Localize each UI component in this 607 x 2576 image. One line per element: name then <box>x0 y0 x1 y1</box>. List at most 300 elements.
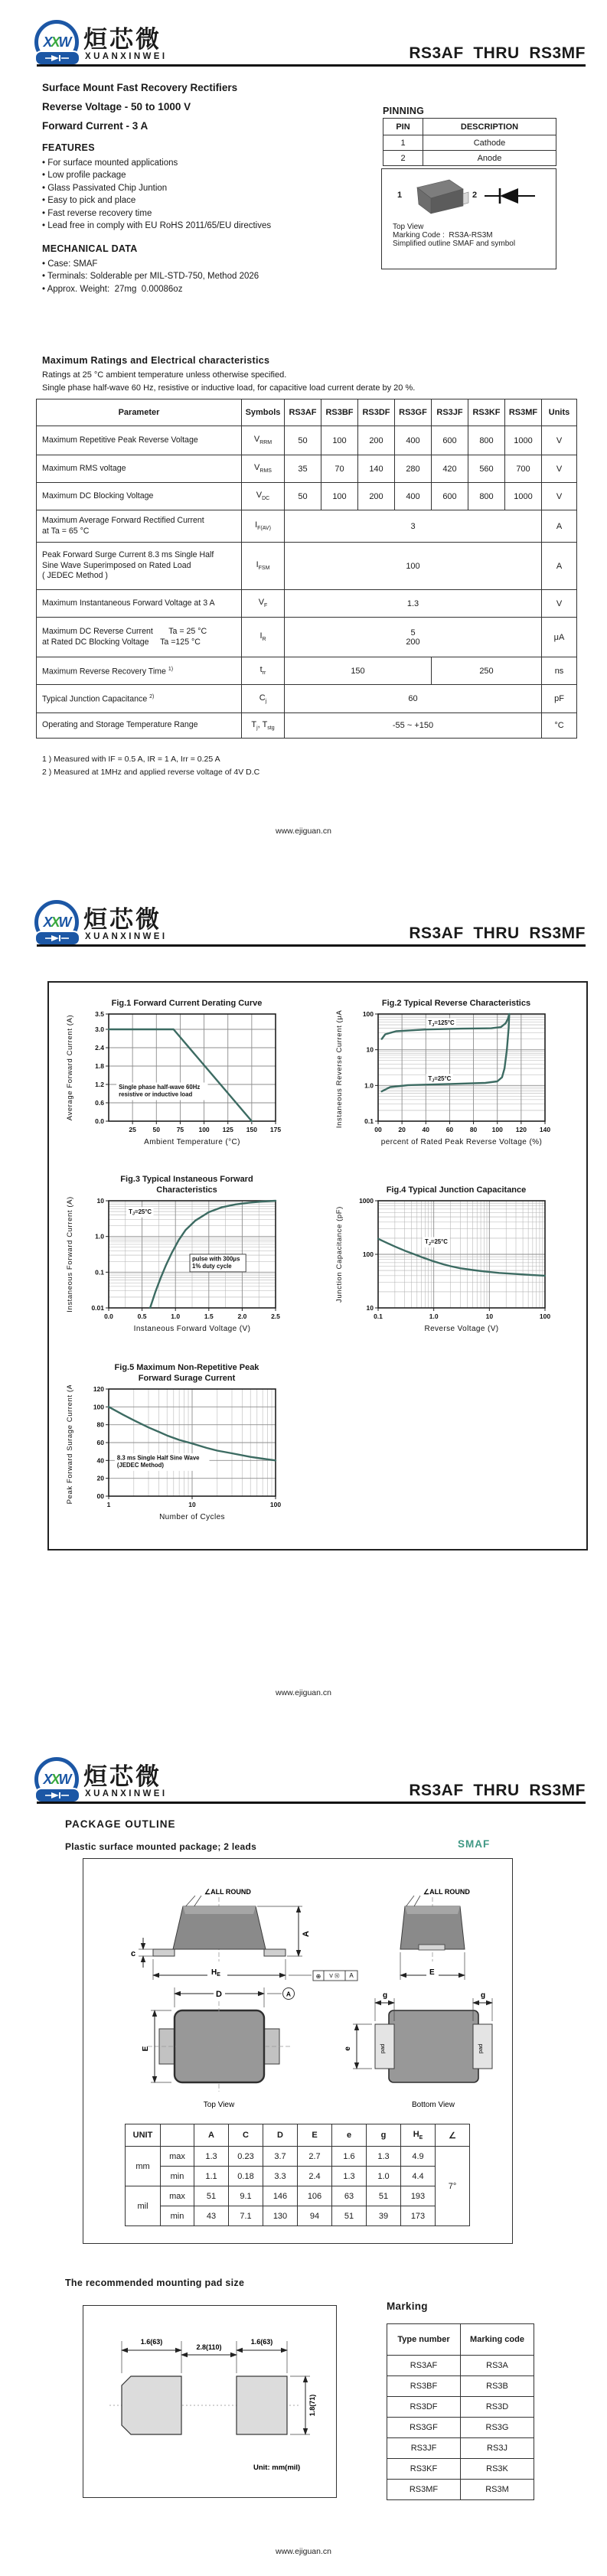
table-row <box>37 618 577 657</box>
svg-text:120: 120 <box>515 1126 527 1133</box>
tr-item <box>37 399 577 426</box>
logo-diode-icon <box>34 1788 80 1803</box>
datum-frame <box>313 1971 357 1981</box>
svg-text:0.1: 0.1 <box>95 1268 104 1277</box>
parameter-line: Maximum Reverse Recovery Time $^{1)}$ <box>42 666 174 677</box>
mounting-pad-box <box>83 2305 337 2498</box>
table-row <box>37 455 577 483</box>
dim-c-label: c <box>131 1949 136 1958</box>
symbol: I <box>259 631 263 641</box>
subtitle-lines <box>42 78 237 135</box>
unit-cell: V <box>542 455 577 483</box>
tbody-item <box>387 2356 534 2500</box>
ratings-table-el <box>36 399 577 739</box>
table-row <box>37 685 577 713</box>
table-cell: RS3K <box>461 2459 534 2480</box>
diode-glyph-icon <box>44 1792 70 1799</box>
tbody-item <box>37 426 577 739</box>
parameter-line: ( JEDEC Method ) <box>42 571 108 581</box>
value-line: -55 ~ +150 <box>392 721 434 730</box>
pinning-table-el <box>383 118 556 166</box>
footer-url: www.ejiguan.cn <box>276 1688 331 1697</box>
ratings-table <box>36 399 577 739</box>
value-cell: 3.7 <box>263 2147 298 2167</box>
table-row <box>387 2459 534 2480</box>
logo-letter: X <box>43 914 51 930</box>
logo-letter: X <box>51 1771 59 1787</box>
list-item: Ratings at 25 °C ambient temperature unless otherwise specified. <box>42 370 287 380</box>
list-item: 2 ) Measured at 1MHz and applied reverse voltage of 4V D.C <box>42 768 260 777</box>
minmax-cell: min <box>161 2206 194 2226</box>
value-cell: 280 <box>395 455 432 483</box>
diode-glyph-icon <box>44 934 70 942</box>
svg-text:0.5: 0.5 <box>137 1312 147 1320</box>
table-cell: RS3KF <box>387 2459 461 2480</box>
tbody-item <box>126 2147 470 2226</box>
symbol-sub: j <box>256 726 258 732</box>
svg-text:TJ=25°C: $T_J=25^\circ C$ <box>425 1238 448 1247</box>
dim-g-label: g <box>481 1991 486 2000</box>
table-row <box>37 510 577 543</box>
parameter-line: at Ta = 65 °C <box>42 526 90 536</box>
unit-cell: μA <box>542 618 577 657</box>
svg-text:10: 10 <box>485 1312 494 1320</box>
table-row <box>37 713 577 739</box>
svg-text:10: 10 <box>366 1304 374 1312</box>
column-header: RS3DF <box>358 399 395 426</box>
svg-text:100: 100 <box>491 1126 503 1133</box>
tr-item <box>126 2124 470 2147</box>
unit-cell: A <box>542 510 577 543</box>
table-cell: RS3D <box>461 2397 534 2418</box>
list-item: • Approx. Weight: 27mg 0.00086oz <box>42 284 183 294</box>
package-outline-drawing <box>83 1859 511 2119</box>
svg-text:Average Forward Current (A): Average Forward Current (A) <box>66 1014 74 1121</box>
table-cell: RS3JF <box>387 2438 461 2459</box>
column-header <box>161 2124 194 2147</box>
value-line: 3 <box>410 521 416 531</box>
value-cell: 0.18 <box>229 2167 263 2186</box>
thead-item <box>37 399 577 426</box>
figure-title-line: Fig.1 Forward Current Derating Curve <box>111 998 263 1008</box>
all-round-label: ∠ALL ROUND <box>204 1888 251 1896</box>
svg-text:1.8: 1.8 <box>95 1062 104 1070</box>
unit-cell: ns <box>542 657 577 685</box>
package-outline-heading: PACKAGE OUTLINE <box>65 1818 176 1830</box>
table-row <box>126 2147 470 2167</box>
svg-text:0.6: 0.6 <box>95 1099 104 1107</box>
value-cell: 63 <box>332 2186 367 2206</box>
brand-name-en: XUANXINWEI <box>85 1789 168 1798</box>
parameter-cell <box>37 657 242 685</box>
symbol-cell <box>242 685 285 713</box>
figure-fig4 <box>329 1172 583 1355</box>
unit-cell: °C <box>542 713 577 739</box>
logo-letter: X <box>43 1771 51 1787</box>
column-header: Type number <box>387 2324 461 2356</box>
package-3d-icon <box>410 175 469 215</box>
table-cell: RS3A <box>461 2356 534 2376</box>
value-cell: 3.3 <box>263 2167 298 2186</box>
logo-letter: W <box>58 34 70 50</box>
pad-dim-left: 1.6(63) <box>140 2338 163 2346</box>
svg-text:pulse with 300μs: pulse with 300μs <box>192 1255 240 1263</box>
value-cell: 100 <box>321 426 358 455</box>
svg-text:2.4: 2.4 <box>95 1044 104 1052</box>
brand-name-cn: 烜芯微 <box>83 26 162 53</box>
parameter-cell <box>37 510 242 543</box>
column-header: e <box>332 2124 367 2147</box>
column-header: D <box>263 2124 298 2147</box>
value-cell: 420 <box>432 455 468 483</box>
dim-g-label: g <box>383 1991 388 2000</box>
tbody-item <box>383 135 556 166</box>
svg-text:00: 00 <box>374 1126 382 1133</box>
unit-cell: pF <box>542 685 577 713</box>
symbol-cell <box>242 657 285 685</box>
svg-text:40: 40 <box>422 1126 430 1133</box>
table-cell: RS3AF <box>387 2356 461 2376</box>
symbol-sub: RMS <box>259 468 272 474</box>
features-heading: FEATURES <box>42 142 95 153</box>
minmax-cell: max <box>161 2147 194 2167</box>
symbol: V <box>256 491 263 501</box>
logo-letter: X <box>51 914 59 930</box>
value-cell <box>285 685 542 713</box>
list-item: Forward Current - 3 A <box>42 120 148 132</box>
svg-text:3.0: 3.0 <box>95 1026 104 1033</box>
table-row <box>37 543 577 590</box>
table-cell: RS3BF <box>387 2376 461 2397</box>
unit-cell: V <box>542 426 577 455</box>
column-header: Parameter <box>37 399 242 426</box>
column-header: A <box>194 2124 229 2147</box>
dimensions-table <box>125 2124 470 2226</box>
value-line: 200 <box>406 637 420 647</box>
value-cell <box>285 618 542 657</box>
value-cell: 94 <box>298 2206 332 2226</box>
list-item: Top View <box>393 223 424 231</box>
table-row <box>37 426 577 455</box>
parameter-line: Typical Junction Capacitance $^{2)}$ <box>42 694 155 705</box>
bottom-view-caption: Bottom View <box>412 2101 455 2109</box>
symbol: I <box>256 560 259 570</box>
figure-fig5 <box>60 1361 314 1544</box>
column-header: UNIT <box>126 2124 161 2147</box>
svg-text:resistive or inductive load: resistive or inductive load <box>119 1091 193 1098</box>
package-note-lines <box>393 223 515 248</box>
pad-unit-note: Unit: mm(mil) <box>253 2464 301 2472</box>
svg-text:1.5: 1.5 <box>204 1312 214 1320</box>
parameter-line: Operating and Storage Temperature Range <box>42 720 198 730</box>
pad-label: pad <box>477 2043 484 2054</box>
table-cell: RS3B <box>461 2376 534 2397</box>
chart-fig5 <box>60 1385 314 1540</box>
value-cell: 130 <box>263 2206 298 2226</box>
marking-heading: Marking <box>387 2300 428 2312</box>
svg-text:Junction Capacitance (pF): Junction Capacitance (pF) <box>335 1206 344 1303</box>
symbol-cell <box>242 590 285 618</box>
svg-text:1.2: 1.2 <box>95 1081 104 1088</box>
svg-text:100: 100 <box>198 1126 210 1133</box>
symbol: V <box>254 463 260 473</box>
page-1 <box>0 0 607 880</box>
dim-he-label: $H_E$ <box>211 1968 220 1978</box>
ratings-heading: Maximum Ratings and Electrical characteristics <box>42 355 270 366</box>
thead-item <box>383 119 556 135</box>
column-header: Marking code <box>461 2324 534 2356</box>
table-row <box>126 2186 470 2206</box>
figure-title-line: Characteristics <box>156 1185 217 1195</box>
parameter-line: Maximum Repetitive Peak Reverse Voltage <box>42 435 198 445</box>
value-cell: 140 <box>358 455 395 483</box>
chart-fig4 <box>329 1197 583 1352</box>
symbol-sub: rr <box>262 670 266 677</box>
value-cell <box>285 543 542 590</box>
svg-text:Instaneous Reverse Current (μA: Instaneous Reverse Current (μA) <box>335 1010 344 1129</box>
symbol-cell <box>242 713 285 739</box>
svg-text:0.1: 0.1 <box>364 1117 374 1125</box>
value-cell: 200 <box>358 426 395 455</box>
datum-a-label: A <box>286 1990 292 1998</box>
page-3 <box>0 1737 607 2576</box>
pin1-label: 1 <box>397 191 403 200</box>
symbol: , T <box>257 719 268 729</box>
frame-sym1: ⊕ <box>315 1973 321 1980</box>
column-header: RS3AF <box>285 399 321 426</box>
pad-dim-mid: 2.8(110) <box>196 2343 222 2351</box>
symbol-sub: F <box>264 603 268 609</box>
value-cell <box>285 590 542 618</box>
column-header: E <box>298 2124 332 2147</box>
value-cell: 1000 <box>505 426 542 455</box>
symbol-cell <box>242 455 285 483</box>
svg-text:Ambient Temperature (°C): Ambient Temperature (°C) <box>144 1138 240 1146</box>
column-header: RS3KF <box>468 399 505 426</box>
svg-text:50: 50 <box>152 1126 161 1133</box>
table-cell: RS3MF <box>387 2480 461 2500</box>
svg-text:Single phase half-wave 60Hz: Single phase half-wave 60Hz <box>119 1084 201 1091</box>
column-header: Units <box>542 399 577 426</box>
value-cell: 560 <box>468 455 505 483</box>
symbol: V <box>258 598 265 608</box>
svg-text:2.5: 2.5 <box>271 1312 280 1320</box>
svg-text:100: 100 <box>269 1501 282 1508</box>
frame-sym3: A <box>349 1972 354 1979</box>
list-item: 1 ) Measured with IF = 0.5 A, IR = 1 A, Irr = 0.25 A <box>42 755 220 764</box>
list-item: Single phase half-wave 60 Hz, resistive or inductive load, for capacitive load current derate by 20 %. <box>42 383 416 393</box>
svg-text:3.5: 3.5 <box>95 1010 104 1018</box>
svg-text:20: 20 <box>96 1474 104 1482</box>
svg-text:10: 10 <box>366 1045 374 1054</box>
marking-table-el <box>387 2323 534 2500</box>
table-row <box>37 483 577 510</box>
value-cell: 106 <box>298 2186 332 2206</box>
svg-text:175: 175 <box>269 1126 282 1133</box>
tr-item <box>383 119 556 135</box>
symbol: I <box>255 520 258 530</box>
value-cell: 43 <box>194 2206 229 2226</box>
unit-cell: A <box>542 543 577 590</box>
brand-logo <box>34 1756 210 1806</box>
column-header: RS3BF <box>321 399 358 426</box>
list-item: • Low profile package <box>42 171 126 181</box>
mechanical-list <box>42 258 259 295</box>
page-header <box>0 1737 607 1811</box>
logo-diode-icon <box>34 51 80 66</box>
value-cell: 1.1 <box>194 2167 229 2186</box>
unit-cell: mil <box>126 2186 161 2226</box>
logo-letter: X <box>43 34 51 50</box>
symbol-cell <box>242 510 285 543</box>
doc-title: RS3AF THRU RS3MF <box>409 924 586 942</box>
symbol-sub: j <box>265 699 267 705</box>
footnote-ref: 2) <box>149 694 155 700</box>
top-view-caption: Top View <box>203 2101 235 2109</box>
figure-title <box>60 986 314 1009</box>
value-cell: 800 <box>468 483 505 510</box>
svg-text:10: 10 <box>96 1197 104 1205</box>
table-cell: 2 <box>383 151 423 166</box>
table-row <box>383 151 556 166</box>
list-item: Marking Code : RS3A-RS3M <box>393 231 493 240</box>
value-cell: 0.23 <box>229 2147 263 2167</box>
svg-text:TJ=125°C: $T_J=125^\circ C$ <box>428 1019 455 1028</box>
logo-diode-icon <box>34 931 80 946</box>
table-row <box>126 2206 470 2226</box>
value-line: 1.3 <box>406 598 419 608</box>
dim-e-label: E <box>142 2046 150 2052</box>
list-item: Simplified outline SMAF and symbol <box>393 240 516 248</box>
svg-text:Instaneous Forward Voltage (V): Instaneous Forward Voltage (V) <box>133 1325 251 1333</box>
value-cell: 146 <box>263 2186 298 2206</box>
value-cell: 1000 <box>505 483 542 510</box>
table-row <box>387 2376 534 2397</box>
ratings-conditions <box>42 369 415 395</box>
svg-text:75: 75 <box>176 1126 184 1133</box>
table-row <box>37 657 577 685</box>
brand-name-cn: 烜芯微 <box>83 1763 162 1790</box>
list-item: • Easy to pick and place <box>42 196 136 206</box>
svg-text:125: 125 <box>222 1126 233 1133</box>
doc-title: RS3AF THRU RS3MF <box>409 1782 586 1799</box>
logo-letter: W <box>58 1771 70 1787</box>
symbol-sub: DC <box>262 496 270 502</box>
dim-e-label: E <box>429 1968 435 1977</box>
logo-letter: X <box>51 34 59 50</box>
svg-text:60: 60 <box>445 1126 454 1133</box>
value-cell: 1.3 <box>367 2147 401 2167</box>
value-cell: 173 <box>401 2206 436 2226</box>
dim-d-label: D <box>216 1990 222 1999</box>
package-name-label: SMAF <box>458 1838 491 1850</box>
symbol-sub: F(AV) <box>257 526 271 532</box>
svg-text:150: 150 <box>246 1126 257 1133</box>
symbol: T <box>251 719 257 729</box>
dim-a-label: A <box>302 1931 311 1937</box>
value-cell: 2.7 <box>298 2147 332 2167</box>
svg-text:Number of Cycles: Number of Cycles <box>159 1513 225 1521</box>
value-cell: 250 <box>432 657 542 685</box>
parameter-cell <box>37 618 242 657</box>
figure-title-line: Fig.2 Typical Reverse Characteristics <box>381 998 531 1008</box>
svg-text:80: 80 <box>96 1420 104 1429</box>
svg-text:1: 1 <box>106 1501 111 1508</box>
pad-dim-right: 1.6(63) <box>250 2338 273 2346</box>
value-cell: 4.9 <box>401 2147 436 2167</box>
value-cell: 400 <box>395 426 432 455</box>
value-cell: 2.4 <box>298 2167 332 2186</box>
minmax-cell: min <box>161 2167 194 2186</box>
column-header: g <box>367 2124 401 2147</box>
pinning-heading: PINNING <box>383 106 425 116</box>
parameter-cell <box>37 685 242 713</box>
parameter-cell <box>37 590 242 618</box>
parameter-line: Sine Wave Superimposed on Rated Load <box>42 560 191 570</box>
svg-text:80: 80 <box>469 1126 478 1133</box>
unit-cell: V <box>542 483 577 510</box>
list-item: • Fast reverse recovery time <box>42 208 152 218</box>
value-cell: 51 <box>194 2186 229 2206</box>
value-cell <box>285 713 542 739</box>
doc-title: RS3AF THRU RS3MF <box>409 44 586 62</box>
unit-cell: mm <box>126 2147 161 2186</box>
svg-text:TJ=25°C: $T_J=25^\circ C$ <box>129 1208 152 1217</box>
header-rule <box>37 1802 586 1804</box>
list-item: • Lead free in comply with EU RoHS 2011/65/EU directives <box>42 221 272 231</box>
sub-item: E <box>419 2135 423 2141</box>
column-header: ∠ <box>436 2124 470 2147</box>
page-header <box>0 0 607 73</box>
unit-cell: V <box>542 590 577 618</box>
value-line: 100 <box>406 561 420 571</box>
svg-text:1.0: 1.0 <box>95 1232 104 1241</box>
diode-symbol-icon <box>483 186 538 206</box>
chart-fig2 <box>329 1010 583 1165</box>
logo-letter: W <box>58 914 70 930</box>
symbol-cell <box>242 483 285 510</box>
value-cell: 51 <box>367 2186 401 2206</box>
value-cell: 1.3 <box>332 2167 367 2186</box>
span-item: H <box>413 2129 419 2139</box>
diode-glyph-icon <box>44 54 70 62</box>
list-item: • Glass Passivated Chip Juntion <box>42 183 168 193</box>
svg-text:100: 100 <box>93 1403 104 1411</box>
figure-title-line: Fig.4 Typical Junction Capacitance <box>386 1185 527 1195</box>
parameter-line: Maximum Instantaneous Forward Voltage at 3 A <box>42 598 215 608</box>
value-cell: 4.4 <box>401 2167 436 2186</box>
svg-text:140: 140 <box>539 1126 551 1133</box>
svg-text:Reverse Voltage (V): Reverse Voltage (V) <box>424 1325 499 1333</box>
svg-text:percent of Rated Peak Reverse: percent of Rated Peak Reverse Voltage (%) <box>380 1138 543 1146</box>
value-line: 5 <box>410 628 416 637</box>
svg-text:(JEDEC Method): (JEDEC Method) <box>116 1461 164 1469</box>
list-item: • Terminals: Solderable per MIL-STD-750, Method 2026 <box>42 272 259 282</box>
column-header: DESCRIPTION <box>423 119 556 135</box>
value-cell: 70 <box>321 455 358 483</box>
table-cell: RS3G <box>461 2418 534 2438</box>
brand-logo <box>34 18 210 69</box>
table-cell: 1 <box>383 135 423 151</box>
parameter-line: Maximum RMS voltage <box>42 463 126 473</box>
column-header: Symbols <box>242 399 285 426</box>
thead-item <box>387 2324 534 2356</box>
parameter-cell <box>37 483 242 510</box>
table-row <box>387 2397 534 2418</box>
svg-text:00: 00 <box>96 1492 104 1500</box>
parameter-line: Maximum DC Blocking Voltage <box>42 491 154 501</box>
figure-fig1 <box>60 986 314 1169</box>
